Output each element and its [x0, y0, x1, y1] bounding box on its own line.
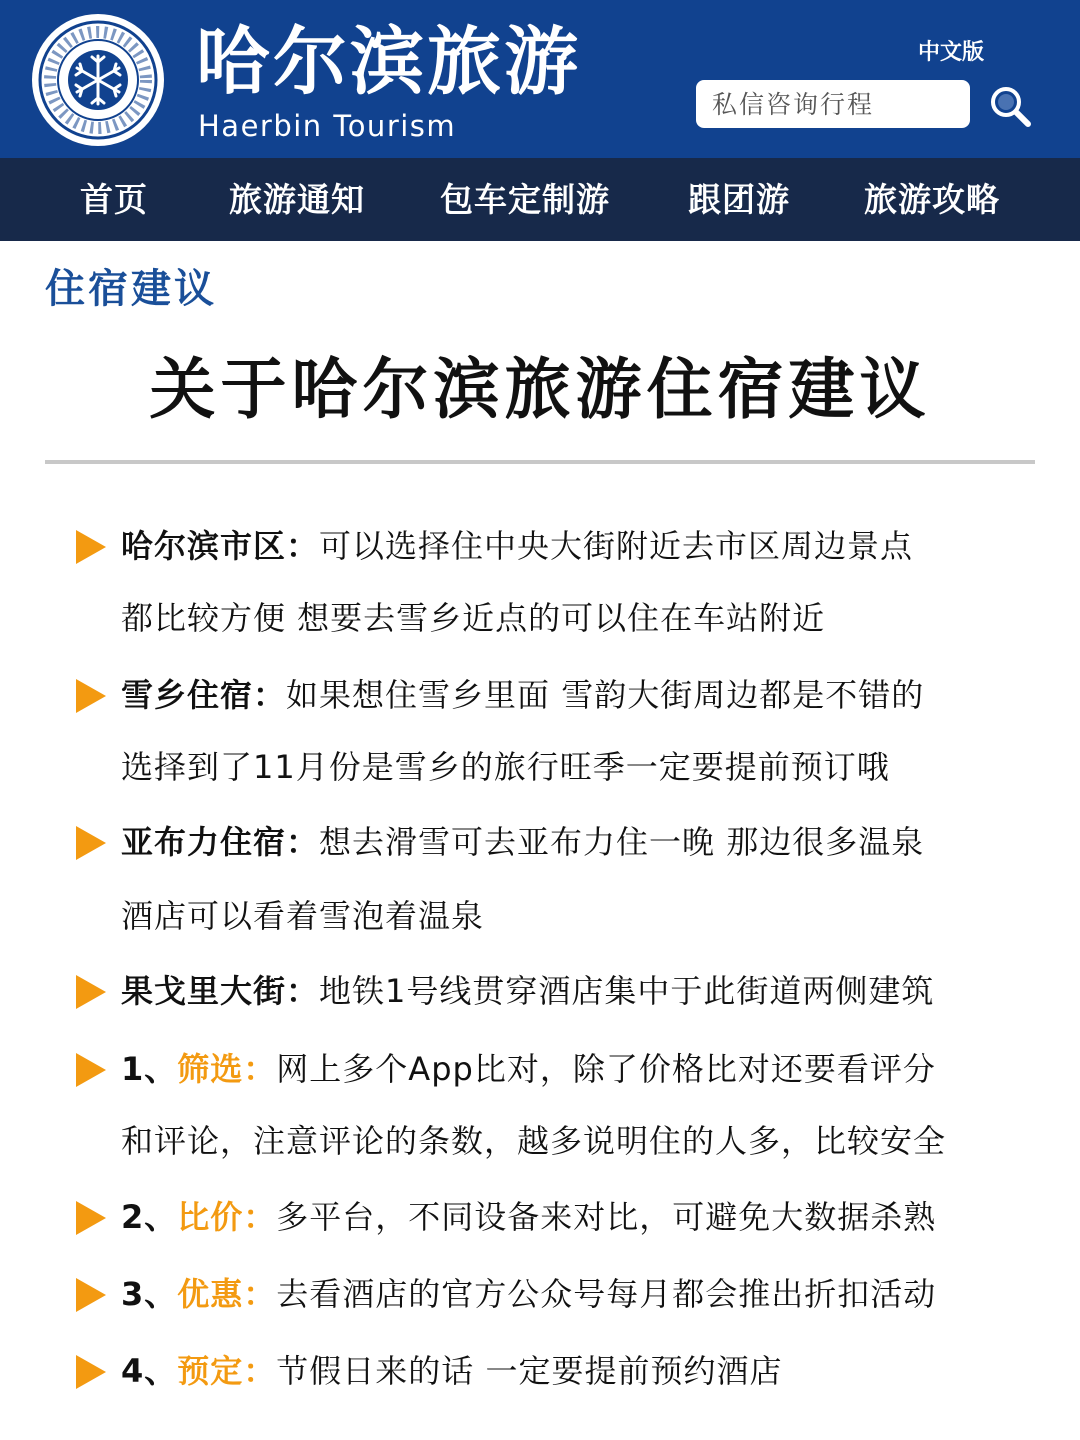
snowflake-seal-logo[interactable]: [32, 14, 164, 146]
item-number: 4、: [121, 1352, 178, 1390]
list-item: [121, 1045, 936, 1093]
item-label: 亚布力住宿：: [121, 823, 320, 861]
list-item: [121, 522, 913, 570]
item-continuation: 和评论，注意评论的条数，越多说明住的人多，比较安全: [121, 1122, 947, 1160]
bullet-arrow-icon: [76, 826, 106, 860]
bullet-arrow-icon: [76, 1201, 106, 1235]
item-number: 1、: [121, 1050, 178, 1088]
item-number: 2、: [121, 1198, 178, 1236]
nav-item-group-tour[interactable]: 跟团游: [688, 180, 790, 219]
item-text: 节假日来的话 一定要提前预约酒店: [276, 1352, 783, 1390]
page-title: 关于哈尔滨旅游住宿建议: [149, 351, 931, 428]
bullet-arrow-icon: [76, 1053, 106, 1087]
item-label: 比价：: [177, 1198, 277, 1236]
item-text: 多平台，不同设备来对比，可避免大数据杀熟: [276, 1198, 937, 1236]
brand-name-en: Haerbin Tourism: [198, 109, 457, 143]
item-label: 哈尔滨市区：: [121, 527, 320, 565]
item-text: 去看酒店的官方公众号每月都会推出折扣活动: [276, 1275, 937, 1313]
list-item: [121, 1347, 782, 1395]
search-icon[interactable]: [988, 84, 1032, 128]
item-label: 预定：: [177, 1352, 277, 1390]
section-label: 住宿建议: [45, 266, 217, 312]
item-label: 优惠：: [177, 1275, 277, 1313]
item-text: 网上多个App比对，除了价格比对还要看评分: [276, 1050, 936, 1088]
item-label: 果戈里大街：: [121, 972, 320, 1010]
nav-item-travel-notice[interactable]: 旅游通知: [229, 180, 365, 219]
bullet-arrow-icon: [76, 1278, 106, 1312]
bullet-arrow-icon: [76, 530, 106, 564]
site-header: [0, 0, 1080, 158]
item-number: 3、: [121, 1275, 178, 1313]
item-label: 雪乡住宿：: [121, 676, 287, 714]
bullet-arrow-icon: [76, 975, 106, 1009]
item-text: 地铁1号线贯穿酒店集中于此街道两侧建筑: [319, 972, 935, 1010]
list-item: [121, 818, 924, 866]
item-continuation: 酒店可以看着雪泡着温泉: [121, 897, 485, 935]
nav-item-travel-guide[interactable]: 旅游攻略: [864, 180, 1000, 219]
item-continuation: 选择到了11月份是雪乡的旅行旺季一定要提前预订哦: [121, 748, 890, 786]
list-item: [121, 671, 924, 719]
brand-name-cn: 哈尔滨旅游: [196, 19, 581, 105]
list-item: [121, 1193, 936, 1241]
item-text: 想去滑雪可去亚布力住一晚 那边很多温泉: [319, 823, 925, 861]
nav-item-charter-tour[interactable]: 包车定制游: [440, 180, 610, 219]
logo-svg: [32, 14, 164, 146]
item-text: 可以选择住中央大街附近去市区周边景点: [319, 527, 914, 565]
main-nav: [0, 158, 1080, 241]
bullet-arrow-icon: [76, 1355, 106, 1389]
list-item: [121, 967, 934, 1015]
nav-item-home[interactable]: 首页: [80, 180, 148, 219]
bullet-arrow-icon: [76, 679, 106, 713]
item-text: 如果想住雪乡里面 雪韵大街周边都是不错的: [286, 676, 925, 714]
list-item: [121, 1270, 936, 1318]
language-switch[interactable]: 中文版: [918, 40, 985, 65]
search-input[interactable]: [696, 80, 970, 128]
divider: [45, 460, 1035, 464]
item-continuation: 都比较方便 想要去雪乡近点的可以住在车站附近: [121, 599, 826, 637]
item-label: 筛选：: [177, 1050, 277, 1088]
